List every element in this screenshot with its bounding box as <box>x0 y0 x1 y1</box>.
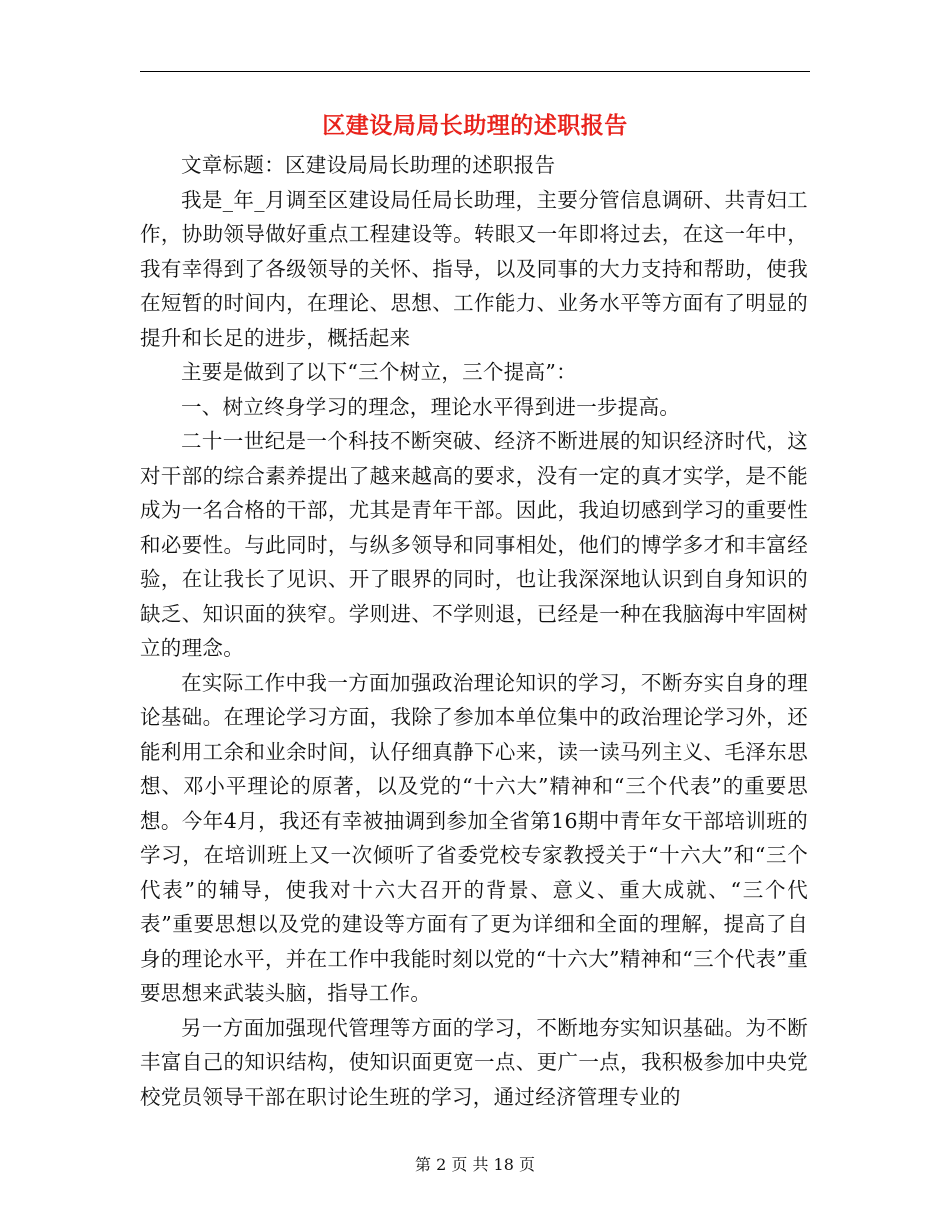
paragraph-intro: 我是_年_月调至区建设局任局长助理，主要分管信息调研、共青妇工作，协助领导做好重点工程建设等。转眼又一年即将过去，在这一年中，我有幸得到了各级领导的关怀、指导，以及同事的大力支持和帮助，使我在短暂的时间内，在理论、思想、工作能力、业务水平等方面有了明显的提升和长足的进步，概括起来 <box>140 187 808 350</box>
article-title-line: 文章标题：区建设局局长助理的述职报告 <box>181 153 556 177</box>
section-heading-1: 一、树立终身学习的理念，理论水平得到进一步提高。 <box>181 394 681 419</box>
document-body <box>140 148 808 1114</box>
header-rule <box>140 71 810 72</box>
paragraph-management-study: 另一方面加强现代管理等方面的学习，不断地夯实知识基础。为不断丰富自己的知识结构，使知识面更宽一点、更广一点，我积极参加中央党校党员领导干部在职讨论生班的学习，通过经济管理专业的 <box>140 1015 808 1109</box>
paragraph-summary: 主要是做到了以下“三个树立，三个提高”： <box>181 360 577 384</box>
paragraph-era: 二十一世纪是一个科技不断突破、经济不断进展的知识经济时代，这对干部的综合素养提出了越来越高的要求，没有一定的真才实学，是不能成为一名合格的干部，尤其是青年干部。因此，我迫切感到学习的重要性和必要性。与此同时，与纵多领导和同事相处，他们的博学多才和丰富经验，在让我长了见识、开了眼界的同时，也让我深深地认识到自身知识的缺乏、知识面的狭窄。学则进、不学则退，已经是一种在我脑海中牢固树立的理念。 <box>140 429 808 660</box>
paragraph-theory-study: 在实际工作中我一方面加强政治理论知识的学习，不断夯实自身的理论基础。在理论学习方面，我除了参加本单位集中的政治理论学习外，还能利用工余和业余时间，认仔细真静下心来，读一读马列主义、毛泽东思想、邓小平理论的原著，以及党的“十六大”精神和“三个代表”的重要思想。今年4月，我还有幸被抽调到参加全省第16期中青年女干部培训班的学习，在培训班上又一次倾听了省委党校专家教授关于“十六大”和“三个代表”的辅导，使我对十六大召开的背景、意义、重大成就、“三个代表”重要思想以及党的建设等方面有了更为详细和全面的理解，提高了自身的理论水平，并在工作中我能时刻以党的“十六大”精神和“三个代表”重要思想来武装头脑，指导工作。 <box>140 670 808 1005</box>
page-number: 第 2 页 共 18 页 <box>415 1155 535 1174</box>
document-title: 区建设局局长助理的述职报告 <box>322 112 628 139</box>
